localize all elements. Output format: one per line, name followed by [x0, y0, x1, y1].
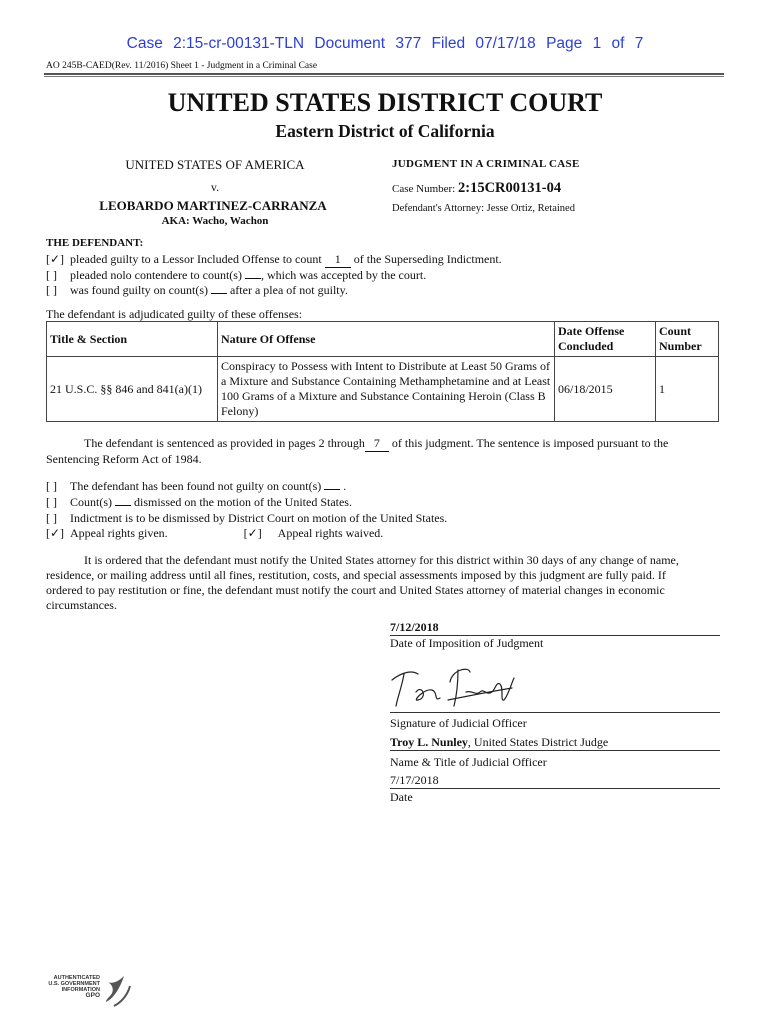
- pages-blank: 7: [365, 436, 389, 452]
- item-blank: [115, 505, 131, 506]
- document-number: Document 377: [314, 35, 422, 52]
- case-number-label: Case Number:: [392, 183, 456, 195]
- case-header-stamp: [0, 35, 770, 53]
- sentence-line: [84, 436, 668, 452]
- count-blank: [245, 278, 261, 279]
- appeal-given-checkbox[interactable]: [✓]: [46, 526, 65, 540]
- date-label: Date: [390, 790, 413, 804]
- other-item: [46, 495, 352, 510]
- offense-table: [46, 321, 719, 422]
- other-item: [46, 511, 447, 526]
- defendant-attorney: Defendant's Attorney: Jesse Ortiz, Retained: [392, 203, 575, 214]
- adjudicated-statement: The defendant is adjudicated guilty of these offenses:: [46, 307, 303, 321]
- imposition-date: 7/12/2018: [390, 620, 720, 636]
- plea-checkbox[interactable]: [✓]: [46, 252, 65, 266]
- form-identifier: AO 245B-CAED(Rev. 11/2016) Sheet 1 - Judgment in a Criminal Case: [46, 61, 318, 71]
- signature-label: Signature of Judicial Officer: [390, 716, 527, 730]
- appeal-row: [46, 526, 383, 541]
- item-text: The defendant has been found not guilty on count(s): [70, 479, 322, 493]
- item-text: Count(s): [70, 495, 112, 509]
- cell-date: 06/18/2015: [555, 357, 656, 422]
- order-line-4: circumstances.: [46, 598, 117, 612]
- defendant-name: LEOBARDO MARTINEZ-CARRANZA: [99, 198, 327, 213]
- signed-date: 7/17/2018: [390, 773, 720, 789]
- cell-count: 1: [656, 357, 719, 422]
- item-blank: [324, 489, 340, 490]
- appeal-waived-checkbox[interactable]: [✓]: [243, 526, 262, 540]
- officer-name: Troy L. Nunley: [390, 735, 468, 749]
- imposition-label: Date of Imposition of Judgment: [390, 636, 544, 650]
- case-number-stamp: Case 2:15-cr-00131-TLN: [126, 35, 305, 52]
- case-number-row: [392, 180, 561, 197]
- plea-text-post: after a plea of not guilty.: [229, 283, 348, 297]
- name-title-label: Name & Title of Judicial Officer: [390, 755, 547, 769]
- plea-checkbox[interactable]: [ ]: [46, 283, 57, 297]
- plea-text: pleaded nolo contendere to count(s): [70, 268, 242, 282]
- signature-line: [390, 712, 720, 713]
- plaintiff-name: UNITED STATES OF AMERICA: [125, 157, 305, 172]
- plea-text: pleaded guilty to a Lessor Included Offense to count: [70, 252, 322, 266]
- officer-title: , United States District Judge: [467, 735, 609, 749]
- gpo-line-2: U.S. GOVERNMENT: [48, 981, 100, 987]
- gpo-line-4: GPO: [85, 992, 100, 999]
- other-item: [46, 479, 346, 494]
- plea-text: was found guilty on count(s): [70, 283, 208, 297]
- district-name: Eastern District of California: [275, 121, 495, 141]
- plea-item: [46, 283, 348, 298]
- cell-nature: Conspiracy to Possess with Intent to Distribute at Least 50 Grams of a Mixture and Substance Containing Methamphetamine and at Least 100 Grams of a Mixture and Substance Containing Heroin (Class B Felony): [218, 357, 555, 422]
- case-number-value: 2:15CR00131-04: [457, 180, 562, 196]
- sentence-text: The defendant is sentenced as provided in pages 2 through: [84, 436, 365, 450]
- item-text-post: dismissed on the motion of the United States.: [134, 495, 352, 509]
- appeal-waived-label: Appeal rights waived.: [277, 526, 384, 540]
- item-checkbox[interactable]: [ ]: [46, 479, 57, 493]
- sentence-text-post: of this judgment. The sentence is imposed pursuant to the: [391, 436, 669, 450]
- item-checkbox[interactable]: [ ]: [46, 511, 57, 525]
- table-row: [47, 357, 719, 422]
- header-title-section: Title & Section: [47, 322, 218, 357]
- order-line-2: residence, or mailing address until all fines, restitution, costs, and special assessments imposed by this judgment are fully paid. If: [46, 568, 666, 582]
- table-header-row: [47, 322, 719, 357]
- appeal-given-label: Appeal rights given.: [70, 526, 168, 540]
- court-title: UNITED STATES DISTRICT COURT: [167, 88, 603, 117]
- plea-checkbox[interactable]: [ ]: [46, 268, 57, 282]
- judge-signature: [388, 662, 538, 712]
- header-count-number: Count Number: [656, 322, 719, 357]
- plea-text-post: , which was accepted by the court.: [260, 268, 427, 282]
- defendant-heading: THE DEFENDANT:: [46, 237, 144, 249]
- versus: v.: [210, 180, 220, 194]
- officer-name-row: [390, 735, 720, 751]
- header-date-concluded: Date Offense Concluded: [555, 322, 656, 357]
- gpo-line-3: INFORMATION: [61, 987, 100, 993]
- sentence-line-2: Sentencing Reform Act of 1984.: [46, 452, 202, 466]
- order-line-1: It is ordered that the defendant must notify the United States attorney for this district within 30 days of any change of name,: [84, 553, 679, 567]
- filed-date: Filed 07/17/18: [431, 35, 536, 52]
- gpo-line-1: AUTHENTICATED: [53, 975, 100, 981]
- order-line-3: ordered to pay restitution or fine, the defendant must notify the court and United States attorney of material changes in economic: [46, 583, 665, 597]
- item-text-post: .: [343, 479, 347, 493]
- defendant-aka: AKA: Wacho, Wachon: [161, 215, 269, 227]
- cell-title-section: 21 U.S.C. §§ 846 and 841(a)(1): [47, 357, 218, 422]
- page-indicator: Page 1 of 7: [546, 35, 644, 52]
- header-rule: [44, 73, 724, 77]
- plea-text-post: of the Superseding Indictment.: [353, 252, 502, 266]
- count-blank: 1: [325, 252, 351, 268]
- plea-item: [46, 268, 426, 283]
- count-blank: [211, 293, 227, 294]
- judgment-type: JUDGMENT IN A CRIMINAL CASE: [392, 158, 580, 170]
- item-checkbox[interactable]: [ ]: [46, 495, 57, 509]
- header-nature: Nature Of Offense: [218, 322, 555, 357]
- item-text: Indictment is to be dismissed by District Court on motion of the United States.: [70, 511, 448, 525]
- gpo-authentication-badge: [44, 972, 134, 1010]
- plea-item: [46, 252, 502, 268]
